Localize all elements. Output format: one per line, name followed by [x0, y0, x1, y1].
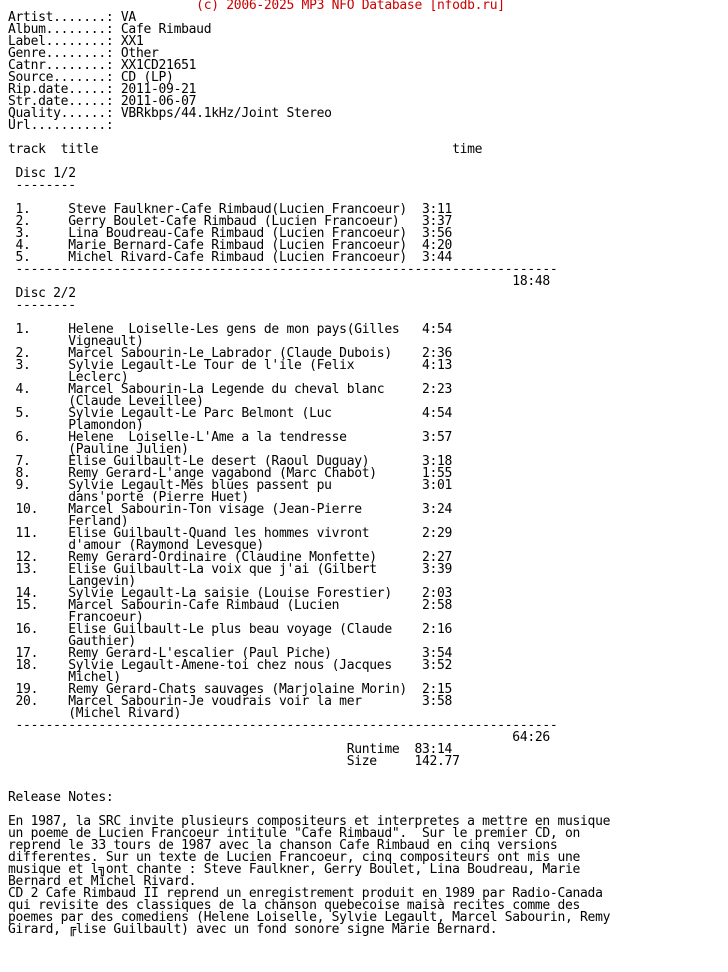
- nfo-line: CD 2 Cafe Rimbaud II reprend un enregistrement produit en 1989 par Radio-Canada: [8, 886, 603, 901]
- nfo-line: Girard, ╔lise Guilbault) avec un fond sonore signe Marie Bernard.: [8, 922, 498, 937]
- nfo-line: Source.......: CD (LP): [8, 70, 174, 85]
- nfo-line: 1. Helene Loiselle-Les gens de mon pays(Gilles 4:54: [8, 322, 453, 337]
- nfo-line: 16. Elise Guilbault-Le plus beau voyage (Claude 2:16: [8, 622, 453, 637]
- nfo-line: d'amour (Raymond Levesque): [8, 538, 264, 553]
- nfo-line: musique et l╗ont chante : Steve Faulkner, Gerry Boulet, Lina Boudreau, Marie: [8, 862, 581, 877]
- nfo-line: 2. Marcel Sabourin-Le Labrador (Claude Dubois) 2:36: [8, 346, 453, 361]
- nfo-line: 18:48: [8, 274, 550, 289]
- nfo-line: (Pauline Julien): [8, 442, 189, 457]
- nfo-line: Album........: Cafe Rimbaud: [8, 22, 212, 37]
- nfodb-header: (c) 2006-2025 MP3 NFO Database [nfodb.ru]: [8, 0, 505, 13]
- nfo-line: Artist.......: VA: [8, 10, 136, 25]
- nfo-line: 13. Elise Guilbault-La voix que j'ai (Gilbert 3:39: [8, 562, 453, 577]
- nfo-line: dans'porte (Pierre Huet): [8, 490, 249, 505]
- nfo-text-block: [8, 0, 610, 936]
- nfo-line: Rip.date.....: 2011-09-21: [8, 82, 197, 97]
- nfo-line: ------------------------------------------------------------------------: [8, 718, 558, 733]
- nfo-line: 6. Helene Loiselle-L'Ame a la tendresse 3:57: [8, 430, 453, 445]
- nfo-line: --------: [8, 298, 76, 313]
- nfo-line: Leclerc): [8, 370, 129, 385]
- nfo-line: Runtime 83:14: [8, 742, 453, 757]
- nfo-line: Plamondon): [8, 418, 144, 433]
- nfo-line: 9. Sylvie Legault-Mes blues passent pu 3:01: [8, 478, 453, 493]
- nfo-line: Genre........: Other: [8, 46, 159, 61]
- nfo-line: [8, 156, 610, 168]
- nfo-line: track title time: [8, 142, 483, 157]
- nfo-line: Url..........:: [8, 118, 114, 133]
- nfo-line: 5. Michel Rivard-Cafe Rimbaud (Lucien Francoeur) 3:44: [8, 250, 453, 265]
- nfo-line: Release Notes:: [8, 790, 114, 805]
- nfo-line: Francoeur): [8, 610, 144, 625]
- nfo-line: En 1987, la SRC invite plusieurs compositeurs et interpretes a mettre en musique: [8, 814, 611, 829]
- nfo-line: poemes par des comediens (Helene Loiselle, Sylvie Legault, Marcel Sabourin, Remy: [8, 910, 611, 925]
- nfo-line: 20. Marcel Sabourin-Je voudrais voir la mer 3:58: [8, 694, 453, 709]
- nfo-line: 11. Elise Guilbault-Quand les hommes vivront 2:29: [8, 526, 453, 541]
- nfo-line: 2. Gerry Boulet-Cafe Rimbaud (Lucien Francoeur) 3:37: [8, 214, 453, 229]
- nfo-line: 7. Elise Guilbault-Le desert (Raoul Duguay) 3:18: [8, 454, 453, 469]
- nfo-line: qui revisite des classiques de la chanson quebecoise maisà recites comme des: [8, 898, 581, 913]
- nfo-line: 8. Remy Gerard-L'ange vagabond (Marc Chabot) 1:55: [8, 466, 453, 481]
- nfo-line: Gauthier): [8, 634, 136, 649]
- nfo-line: Bernard et Michel Rivard.: [8, 874, 197, 889]
- nfo-line: ------------------------------------------------------------------------: [8, 262, 558, 277]
- nfo-line: Vigneault): [8, 334, 144, 349]
- nfo-line: Size 142.77: [8, 754, 460, 769]
- nfo-line: 4. Marie Bernard-Cafe Rimbaud (Lucien Francoeur) 4:20: [8, 238, 453, 253]
- nfo-line: (Claude Leveillee): [8, 394, 204, 409]
- nfo-line: 12. Remy Gerard-Ordinaire (Claudine Monfette) 2:27: [8, 550, 453, 565]
- nfo-line: Str.date.....: 2011-06-07: [8, 94, 197, 109]
- nfo-line: Quality......: VBRkbps/44.1kHz/Joint Stereo: [8, 106, 332, 121]
- nfo-line: un poeme de Lucien Francoeur intitule "Cafe Rimbaud". Sur le premier CD, on: [8, 826, 581, 841]
- nfo-line: (Michel Rivard): [8, 706, 182, 721]
- nfo-line: reprend le 33 tours de 1987 avec la chanson Cafe Rimbaud en cinq versions: [8, 838, 558, 853]
- nfo-line: differentes. Sur un texte de Lucien Francoeur, cinq compositeurs ont mis une: [8, 850, 581, 865]
- nfo-line: 17. Remy Gerard-L'escalier (Paul Piche) 3:54: [8, 646, 453, 661]
- nfo-line: 10. Marcel Sabourin-Ton visage (Jean-Pierre 3:24: [8, 502, 453, 517]
- nfo-line: Langevin): [8, 574, 136, 589]
- nfo-line: 19. Remy Gerard-Chats sauvages (Marjolaine Morin) 2:15: [8, 682, 453, 697]
- nfo-line: Label........: XX1: [8, 34, 144, 49]
- nfo-line: --------: [8, 178, 76, 193]
- nfo-line: 18. Sylvie Legault-Amene-toi chez nous (Jacques 3:52: [8, 658, 453, 673]
- nfo-line: Disc 1/2: [8, 166, 76, 181]
- nfo-line: 4. Marcel Sabourin-La Legende du cheval blanc 2:23: [8, 382, 453, 397]
- nfo-line: 64:26: [8, 730, 550, 745]
- nfo-line: 3. Sylvie Legault-Le Tour de l'ile (Felix 4:13: [8, 358, 453, 373]
- nfo-line: Ferland): [8, 514, 129, 529]
- nfo-line: Disc 2/2: [8, 286, 76, 301]
- nfo-line: 5. Sylvie Legault-Le Parc Belmont (Luc 4:54: [8, 406, 453, 421]
- nfo-line: 3. Lina Boudreau-Cafe Rimbaud (Lucien Francoeur) 3:56: [8, 226, 453, 241]
- nfo-line: Michel): [8, 670, 121, 685]
- nfo-line: 15. Marcel Sabourin-Cafe Rimbaud (Lucien 2:58: [8, 598, 453, 613]
- nfo-line: Catnr........: XX1CD21651: [8, 58, 197, 73]
- nfo-line: [8, 768, 610, 780]
- nfo-line: 1. Steve Faulkner-Cafe Rimbaud(Lucien Francoeur) 3:11: [8, 202, 453, 217]
- nfo-line: 14. Sylvie Legault-La saisie (Louise Forestier) 2:03: [8, 586, 453, 601]
